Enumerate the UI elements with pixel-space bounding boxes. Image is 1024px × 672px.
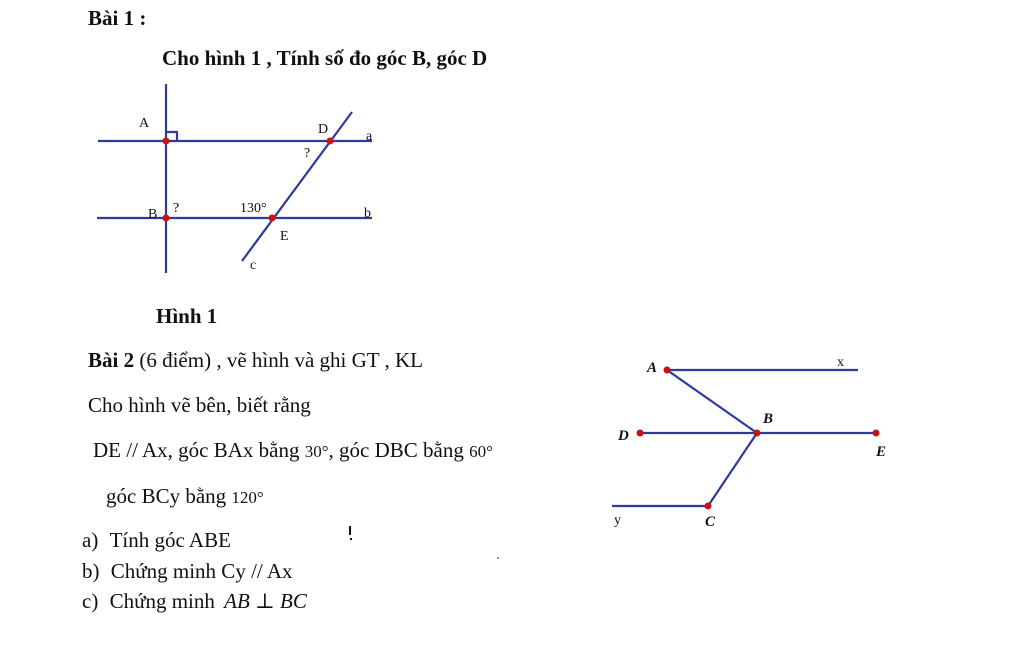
label-line-b: b	[364, 206, 371, 221]
label-a2: A	[647, 360, 658, 376]
bai2-given-line-2	[106, 486, 264, 507]
bai2-heading	[88, 350, 423, 371]
label-unknown-b: ?	[173, 201, 180, 216]
question-b-text: Chứng minh Cy // Ax	[110, 559, 293, 583]
label-a: A	[139, 116, 150, 131]
point-e2-dot	[873, 430, 880, 437]
question-a	[82, 530, 231, 551]
label-unknown-d: ?	[304, 146, 311, 161]
question-a-text: Tính góc ABE	[109, 528, 231, 552]
bai1-title: Bài 1 :	[88, 6, 147, 30]
point-a2-dot	[664, 367, 671, 374]
stray-dot-gray	[497, 557, 499, 559]
bai2-title: Bài 2	[88, 348, 135, 372]
question-b-marker: b)	[82, 559, 100, 583]
figure-1-caption: Hình 1	[156, 304, 218, 328]
bai2-given-line-1	[93, 440, 493, 461]
label-d2: D	[618, 428, 629, 444]
figure-2	[600, 350, 900, 530]
point-c2-dot	[705, 503, 712, 510]
figure-1	[0, 80, 400, 273]
stray-mark	[349, 526, 351, 535]
point-d-dot	[327, 138, 334, 145]
label-e2: E	[876, 444, 887, 460]
bai2-given-intro: Cho hình vẽ bên, biết rằng	[88, 393, 311, 417]
question-a-marker: a)	[82, 528, 99, 552]
label-line-a: a	[366, 129, 373, 144]
given-bcy: góc BCy bằng	[106, 484, 227, 508]
label-e: E	[280, 229, 289, 244]
given-dbc: , góc DBC bằng	[328, 438, 464, 462]
label-line-c: c	[250, 258, 257, 273]
stray-dot	[350, 538, 352, 540]
question-c-marker: c)	[82, 589, 99, 613]
bai2-points: (6 điểm)	[139, 348, 212, 372]
question-c-text: Chứng minh	[109, 589, 215, 613]
point-b2-dot	[754, 430, 761, 437]
value-120: 120°	[231, 488, 264, 507]
label-x2: x	[837, 355, 844, 370]
point-d2-dot	[637, 430, 644, 437]
label-b: B	[148, 207, 158, 222]
label-c2: C	[705, 514, 716, 530]
bai1-prompt: Cho hình 1 , Tính số đo góc B, góc D	[162, 46, 488, 70]
segment-bc	[708, 433, 757, 506]
value-60: 60°	[469, 442, 493, 461]
segment-ab	[667, 370, 757, 433]
label-y2: y	[614, 513, 621, 528]
question-c-math: AB ⊥ BC	[224, 589, 307, 613]
question-c	[82, 591, 307, 612]
label-d: D	[318, 122, 329, 137]
value-30: 30°	[304, 442, 329, 461]
point-a-dot	[163, 138, 170, 145]
point-b-dot	[163, 215, 170, 222]
label-b2: B	[763, 411, 774, 427]
label-angle-e: 130°	[240, 201, 267, 216]
given-de-ax: DE // Ax, góc BAx bằng	[93, 438, 300, 462]
point-e-dot	[269, 215, 276, 222]
line-c	[242, 112, 352, 261]
question-b	[82, 561, 293, 582]
bai2-task: , vẽ hình và ghi GT , KL	[216, 348, 423, 372]
